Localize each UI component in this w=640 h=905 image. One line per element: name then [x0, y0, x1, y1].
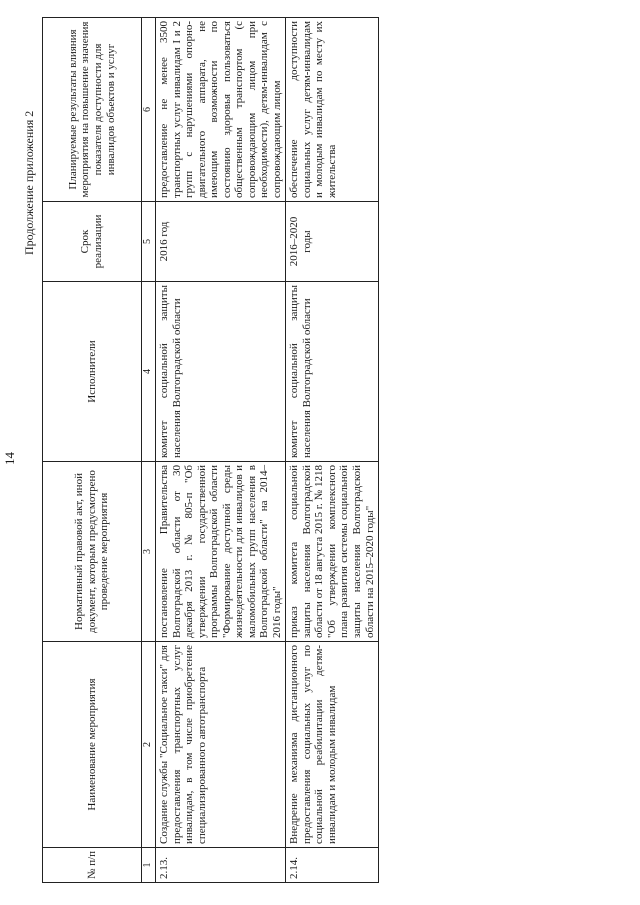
column-number: 1 [142, 848, 156, 883]
row-name: Внедрение механизма дистанционного предоставления социальных услуг по социальной реабилитации детям-инвалидам и молодым инвалидам [286, 642, 379, 848]
header-result: Планируемые результаты влияния мероприятия на повышение значения показателя доступности для инвалидов объектов и услуг [43, 18, 142, 202]
measures-table [42, 17, 379, 883]
page-number: 14 [2, 452, 17, 465]
table-row [286, 18, 379, 883]
column-number-row [142, 18, 156, 883]
header-term: Срок реализации [43, 202, 142, 282]
row-executor: комитет социальной защиты населения Волгоградской области [286, 282, 379, 462]
column-number: 4 [142, 282, 156, 462]
column-number: 6 [142, 18, 156, 202]
row-term: 2016 год [156, 202, 286, 282]
header-document: Нормативный правовой акт, иной документ, которым предусмотрено проведение мероприятия [43, 462, 142, 642]
row-document: постановление Правительства Волгоградской области от 30 декабря 2013 г. № 805-п "Об утверждении государственной программы Волгоградской области "Формирование доступной среды жизнедеятельности для инвалидов и маломобильных групп населения в Волгоградской области" на 2014–2016 годы" [156, 462, 286, 642]
column-number: 2 [142, 642, 156, 848]
row-result: предоставление не менее 3500 транспортных услуг инвалидам I и 2 групп с нарушениями опорно-двигательного аппарата, не имеющим возможности по состоянию здоровья пользоваться общественным транспортом (с сопровождающим лицом при необходимости), детям-инвалидам с сопровождающим лицом [156, 18, 286, 202]
header-num: № п/п [43, 848, 142, 883]
header-name: Наименование мероприятия [43, 642, 142, 848]
row-num: 2.13. [156, 848, 286, 883]
row-num: 2.14. [286, 848, 379, 883]
column-number: 3 [142, 462, 156, 642]
row-document: приказ комитета социальной защиты населения Волгоградской области от 18 августа 2015 г. № 1218 "Об утверждении комплексного плана развития системы социальной защиты населения Волгоградской области на 2015–2020 годы" [286, 462, 379, 642]
row-result: обеспечение доступности социальных услуг детям-инвалидам и молодым инвалидам по месту их жительства [286, 18, 379, 202]
table-row [156, 18, 286, 883]
row-name: Создание службы "Социальное такси" для предоставления транспортных услуг инвалидам, в том числе приобретение специализированного автотранспорта [156, 642, 286, 848]
column-number: 5 [142, 202, 156, 282]
row-executor: комитет социальной защиты населения Волгоградской области [156, 282, 286, 462]
continuation-note: Продолжение приложения 2 [22, 110, 36, 255]
header-row [43, 18, 142, 883]
header-executor: Исполнители [43, 282, 142, 462]
row-term: 2016–2020 годы [286, 202, 379, 282]
